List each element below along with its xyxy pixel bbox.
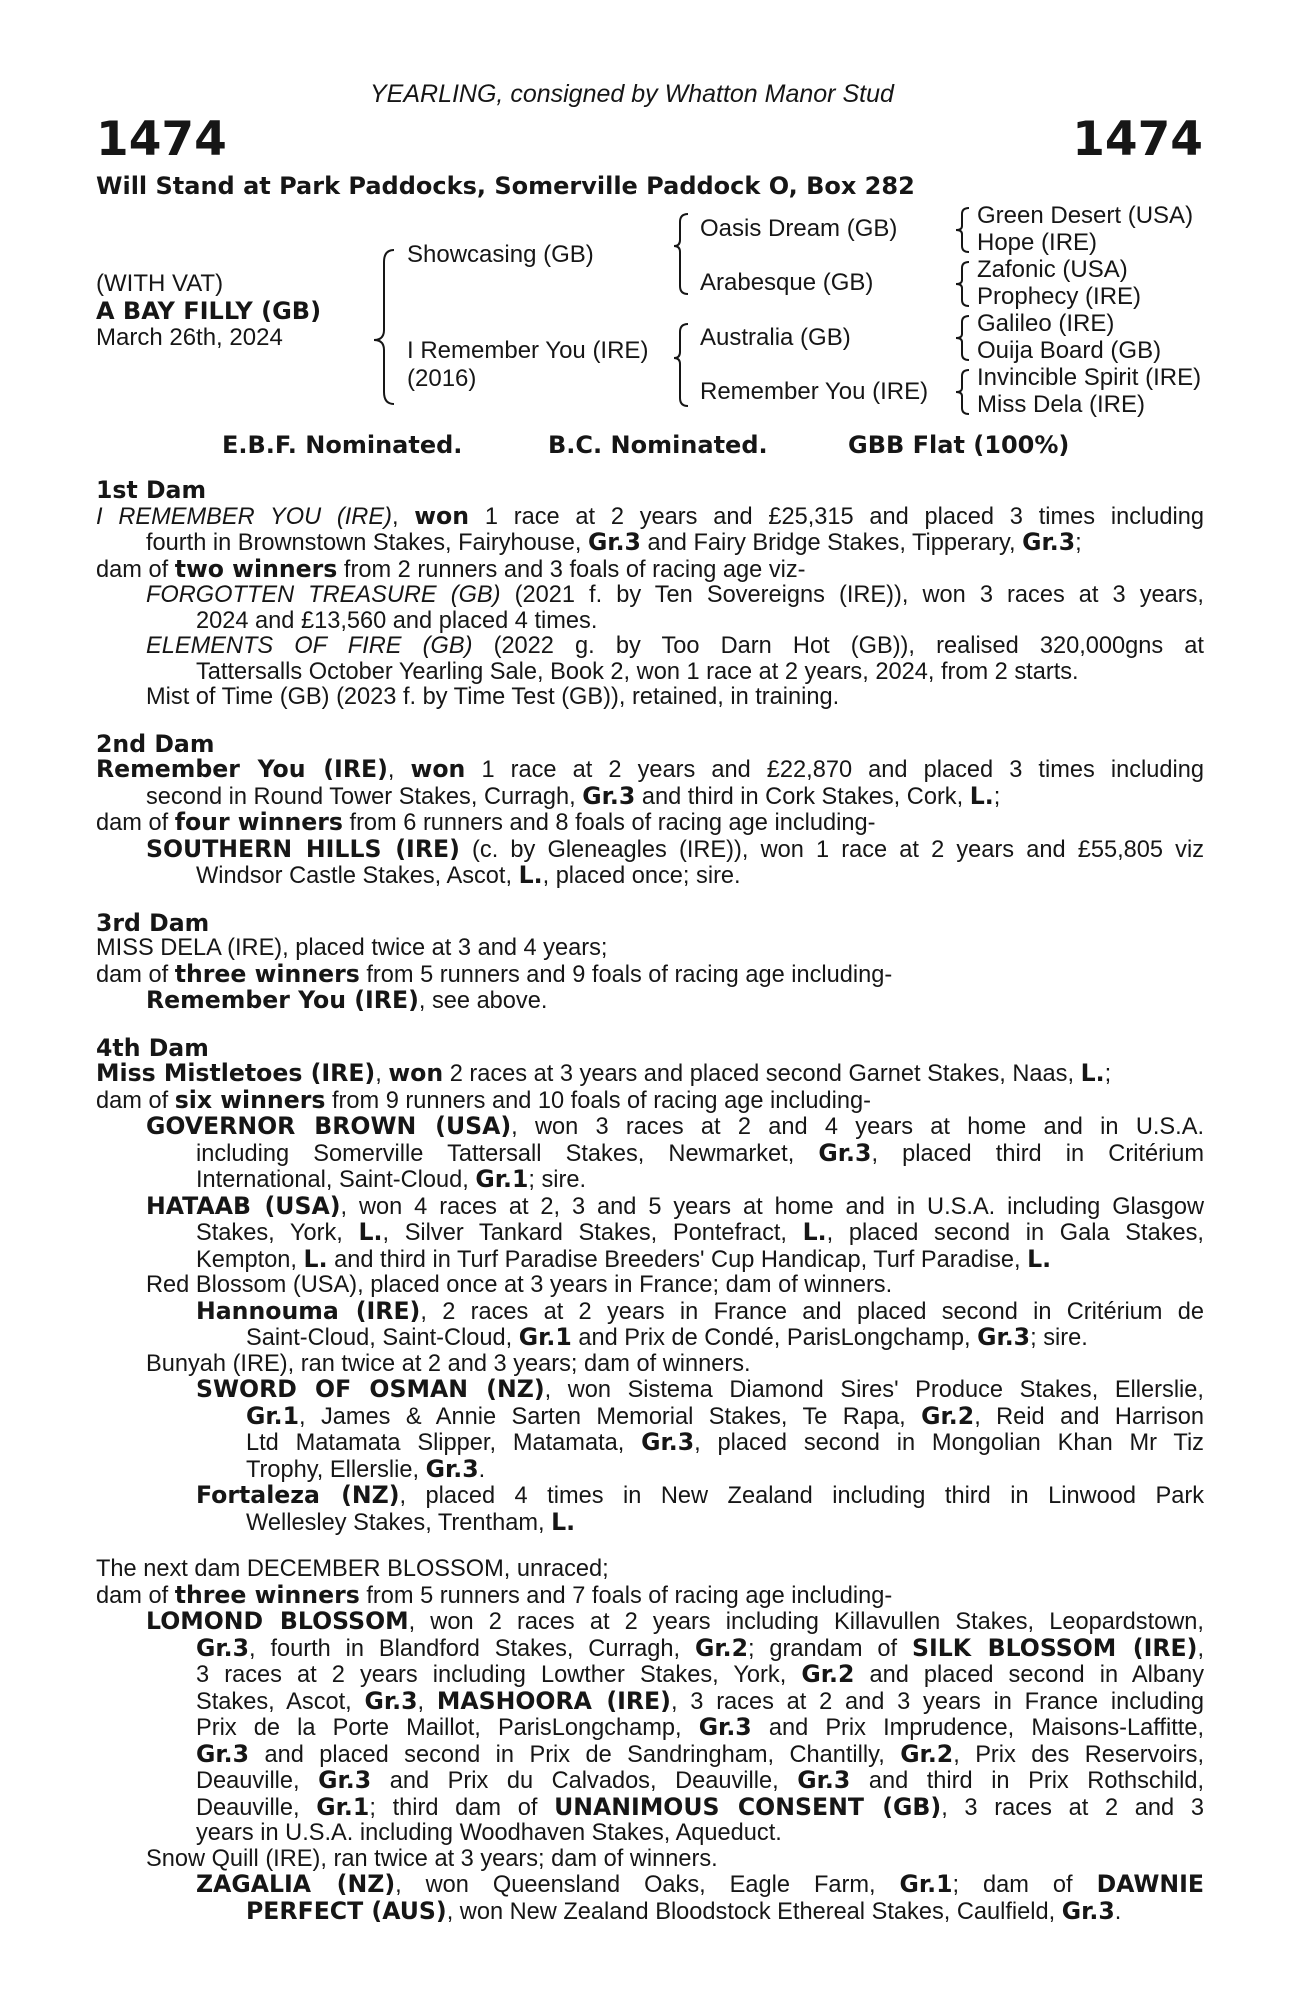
first-dam-section (96, 478, 1204, 711)
sire-sire: Oasis Dream (GB) (700, 215, 898, 242)
progeny-line: Remember You (IRE), see above. (146, 986, 548, 1014)
progeny-line: Mist of Time (GB) (2023 f. by Time Test (GB)), retained, in training. (146, 684, 840, 710)
ancestor-8: Miss Dela (IRE) (977, 391, 1146, 418)
vat-note: (WITH VAT) (96, 270, 224, 297)
progeny-line: Stakes, York, L., Silver Tankard Stakes, Pontefract, L., placed second in Gala Stakes, (196, 1218, 1204, 1246)
second-dam-line-3: dam of four winners from 6 runners and 8 foals of racing age including- (96, 808, 876, 836)
second-dam-line-1: Remember You (IRE), won 1 race at 2 years and £22,870 and placed 3 times including (96, 755, 1204, 783)
ancestor-7: Invincible Spirit (IRE) (977, 364, 1202, 391)
progeny-line: Deauville, Gr.1; third dam of UNANIMOUS CONSENT (GB), 3 races at 2 and 3 (196, 1792, 1204, 1821)
fourth-dam-section (96, 1033, 1205, 1537)
progeny-line: Ltd Matamata Slipper, Matamata, Gr.3, placed second in Mongolian Khan Mr Tiz (246, 1428, 1204, 1456)
progeny-line: Stakes, Ascot, Gr.3, MASHOORA (IRE), 3 races at 2 and 3 years in France including (196, 1686, 1204, 1715)
fourth-dam-line-2: dam of six winners from 9 runners and 10 foals of racing age including- (96, 1085, 872, 1114)
next-dam-section (96, 1557, 1204, 1925)
third-dam-section (96, 908, 1204, 1015)
third-dam-line-1: MISS DELA (IRE), placed twice at 3 and 4 years; (96, 935, 608, 961)
first-dam-line-2: fourth in Brownstown Stakes, Fairyhouse, Gr.3 and Fairy Bridge Stakes, Tipperary, Gr.3; (146, 528, 1082, 556)
section-heading: 4th Dam (96, 1033, 209, 1062)
sale-subtitle: YEARLING, consigned by Whatton Manor Stud (370, 80, 894, 108)
lot-number-right: 1474 (1072, 112, 1203, 167)
stand-location: Will Stand at Park Paddocks, Somerville Paddock O, Box 282 (96, 172, 915, 200)
progeny-line: Gr.3, fourth in Blandford Stakes, Curragh, Gr.2; grandam of SILK BLOSSOM (IRE), (196, 1633, 1204, 1662)
ancestor-4: Prophecy (IRE) (977, 283, 1142, 310)
progeny-line: HATAAB (USA), won 4 races at 2, 3 and 5 years at home and in U.S.A. including Glasgow (146, 1191, 1204, 1220)
dam-year: (2016) (407, 365, 477, 392)
section-heading: 1st Dam (96, 476, 207, 504)
progeny-line: LOMOND BLOSSOM, won 2 races at 2 years including Killavullen Stakes, Leopardstown, (146, 1607, 1204, 1635)
progeny-line: Trophy, Ellerslie, Gr.3. (246, 1454, 486, 1483)
progeny-line: 3 races at 2 years including Lowther Stakes, York, Gr.2 and placed second in Albany (196, 1660, 1204, 1688)
gbb-flat: GBB Flat (100%) (848, 431, 1070, 459)
brace-g3 (956, 316, 969, 360)
brace-sire (674, 214, 688, 294)
section-heading: 2nd Dam (96, 729, 215, 758)
progeny-line: Wellesley Stakes, Trentham, L. (246, 1507, 576, 1536)
progeny-line: Saint-Cloud, Saint-Cloud, Gr.1 and Prix de Condé, ParisLongchamp, Gr.3; sire. (246, 1323, 1088, 1351)
progeny-line: Red Blossom (USA), placed once at 3 years in France; dam of winners. (146, 1272, 893, 1298)
progeny-line: years in U.S.A. including Woodhaven Stakes, Aqueduct. (196, 1820, 782, 1846)
progeny-line: Windsor Castle Stakes, Ascot, L., placed once; sire. (196, 861, 741, 889)
fourth-dam-line-1: Miss Mistletoes (IRE), won 2 races at 3 years and placed second Garnet Stakes, Naas, L.; (96, 1059, 1112, 1087)
pedigree-braces (0, 0, 1315, 430)
progeny-line: Snow Quill (IRE), ran twice at 3 years; dam of winners. (146, 1845, 718, 1872)
brace-g2 (956, 262, 969, 306)
second-dam-section (96, 729, 1204, 890)
dam: I Remember You (IRE) (407, 337, 649, 364)
ancestor-2: Hope (IRE) (977, 229, 1098, 256)
progeny-line: Gr.1, James & Annie Sarten Memorial Stakes, Te Rapa, Gr.2, Reid and Harrison (246, 1401, 1204, 1430)
progeny-line: Kempton, L. and third in Turf Paradise Breeders' Cup Handicap, Turf Paradise, L. (196, 1244, 1052, 1273)
brace-g1 (956, 208, 969, 252)
progeny-line: Gr.3 and placed second in Prix de Sandringham, Chantilly, Gr.2, Prix des Reservoirs, (196, 1739, 1205, 1768)
progeny-line: ZAGALIA (NZ), won Queensland Oaks, Eagle Farm, Gr.1; dam of DAWNIE (196, 1870, 1205, 1898)
section-heading: 3rd Dam (96, 908, 210, 937)
progeny-line: Deauville, Gr.3 and Prix du Calvados, Deauville, Gr.3 and third in Prix Rothschild, (196, 1766, 1204, 1794)
sire: Showcasing (GB) (407, 241, 594, 268)
progeny-line: ELEMENTS OF FIRE (GB) (2022 g. by Too Darn Hot (GB)), realised 320,000gns at (146, 633, 1204, 659)
progeny-line: PERFECT (AUS), won New Zealand Bloodstock Ethereal Stakes, Caulfield, Gr.3. (246, 1896, 1122, 1925)
foaling-date: March 26th, 2024 (96, 324, 283, 351)
progeny-line: including Somerville Tattersall Stakes, Newmarket, Gr.3, placed third in Critérium (196, 1138, 1204, 1167)
next-dam-line-1: The next dam DECEMBER BLOSSOM, unraced; (96, 1556, 609, 1582)
dam-sire: Australia (GB) (700, 324, 851, 351)
brace-g4 (956, 370, 969, 414)
catalogue-body (96, 478, 1204, 1925)
brace-main (374, 250, 394, 404)
dam-dam: Remember You (IRE) (700, 378, 929, 405)
progeny-line: Hannouma (IRE), 2 races at 2 years in France and placed second in Critérium de (196, 1296, 1204, 1325)
progeny-line: GOVERNOR BROWN (USA), won 3 races at 2 and 4 years at home and in U.S.A. (146, 1112, 1205, 1140)
ancestor-3: Zafonic (USA) (977, 256, 1128, 283)
progeny-line: Fortaleza (NZ), placed 4 times in New Zealand including third in Linwood Park (196, 1481, 1204, 1509)
ancestor-5: Galileo (IRE) (977, 310, 1115, 337)
lot-number-left: 1474 (96, 112, 227, 167)
first-dam-line-3: dam of two winners from 2 runners and 3 foals of racing age viz- (96, 554, 806, 583)
ancestor-1: Green Desert (USA) (977, 202, 1194, 229)
horse-name: A BAY FILLY (GB) (96, 297, 322, 325)
progeny-line: FORGOTTEN TREASURE (GB) (2021 f. by Ten Sovereigns (IRE)), won 3 races at 3 years, (146, 582, 1204, 608)
bc-nomination: B.C. Nominated. (548, 431, 768, 459)
ebf-nomination: E.B.F. Nominated. (222, 431, 463, 459)
progeny-line: 2024 and £13,560 and placed 4 times. (196, 607, 598, 634)
brace-dam (674, 324, 688, 406)
first-dam-line-1: I REMEMBER YOU (IRE), won 1 race at 2 years and £25,315 and placed 3 times including (96, 501, 1204, 530)
progeny-line: Prix de la Porte Maillot, ParisLongchamp, Gr.3 and Prix Imprudence, Maisons-Laffitte, (196, 1713, 1204, 1741)
progeny-line: SOUTHERN HILLS (IRE) (c. by Gleneagles (IRE)), won 1 race at 2 years and £55,805 viz (146, 834, 1204, 863)
ancestor-6: Ouija Board (GB) (977, 337, 1162, 364)
progeny-line: Tattersalls October Yearling Sale, Book 2, won 1 race at 2 years, 2024, from 2 starts. (196, 658, 1079, 685)
sire-dam: Arabesque (GB) (700, 269, 874, 296)
third-dam-line-2: dam of three winners from 5 runners and 9 foals of racing age including- (96, 959, 893, 988)
second-dam-line-2: second in Round Tower Stakes, Curragh, Gr.3 and third in Cork Stakes, Cork, L.; (146, 781, 1001, 810)
progeny-line: SWORD OF OSMAN (NZ), won Sistema Diamond Sires' Produce Stakes, Ellerslie, (196, 1375, 1204, 1403)
next-dam-line-2: dam of three winners from 5 runners and 7 foals of racing age including- (96, 1580, 893, 1609)
progeny-line: Bunyah (IRE), ran twice at 2 and 3 years; dam of winners. (146, 1350, 751, 1377)
progeny-line: International, Saint-Cloud, Gr.1; sire. (196, 1165, 587, 1193)
